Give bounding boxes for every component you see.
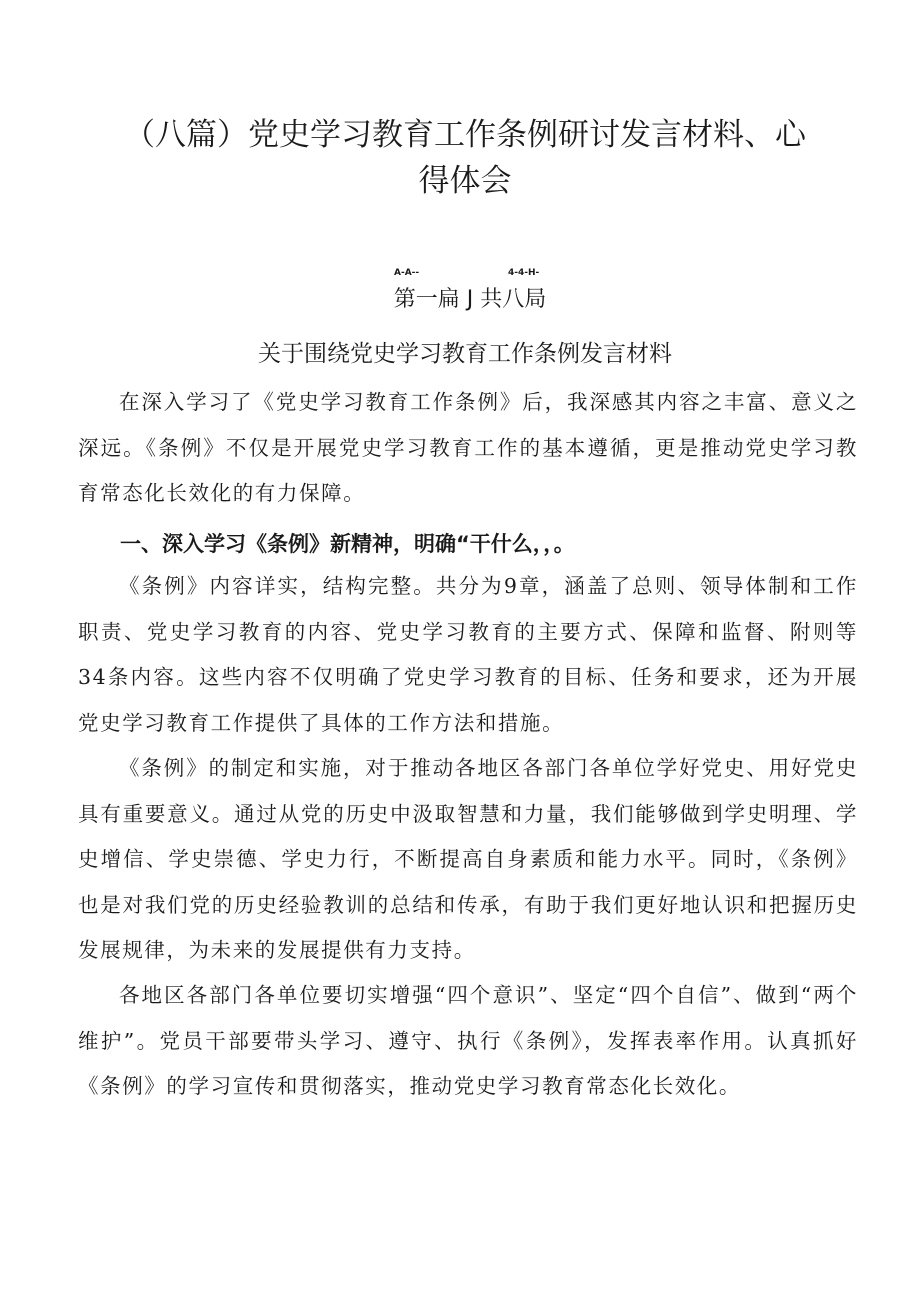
section-heading: 一、深入学习《条例》新精神，明确“干什么，，。 [120,532,575,556]
document-title: （八篇）党史学习教育工作条例研讨发言材料、心得体会 [124,117,806,199]
body-paragraph: 《条例》内容详实，结构完整。共分为9章，涵盖了总则、领导体制和工作职责、党史学习教育的内容、党史学习教育的主要方式、保障和监督、附则等34条内容。这些内容不仅明确了党史学习教育的目标、任务和要求，还为开展党史学习教育工作提供了具体的工作方法和措施。 [78,574,858,735]
article-subtitle: 关于围绕党史学习教育工作条例发言材料 [258,341,672,367]
intro-paragraph: 在深入学习了《党史学习教育工作条例》后，我深感其内容之丰富、意义之深远。《条例》不仅是开展党史学习教育工作的基本遵循，更是推动党史学习教育常态化长效化的有力保障。 [78,390,858,505]
part-label-text: 第一扁 J 共八局 [393,287,547,312]
body-paragraph: 各地区各部门各单位要切实增强“四个意识”、坚定“四个自信”、做到“两个维护”。党员干部要带头学习、遵守、执行《条例》，发挥表率作用。认真抓好《条例》的学习宣传和贯彻落实，推动党史学习教育常态化长效化。 [78,983,858,1098]
header-mark-left: A-A-- [394,268,420,278]
header-mark-right: 4-4-H- [508,268,540,278]
body-paragraph: 《条例》的制定和实施，对于推动各地区各部门各单位学好党史、用好党史具有重要意义。通过从党的历史中汲取智慧和力量，我们能够做到学史明理、学史增信、学史崇德、学史力行，不断提高自身素质和能力水平。同时，《条例》也是对我们党的历史经验教训的总结和传承，有助于我们更好地认识和把握历史发展规律，为未来的发展提供有力支持。 [78,756,858,962]
part-label [340,285,600,315]
